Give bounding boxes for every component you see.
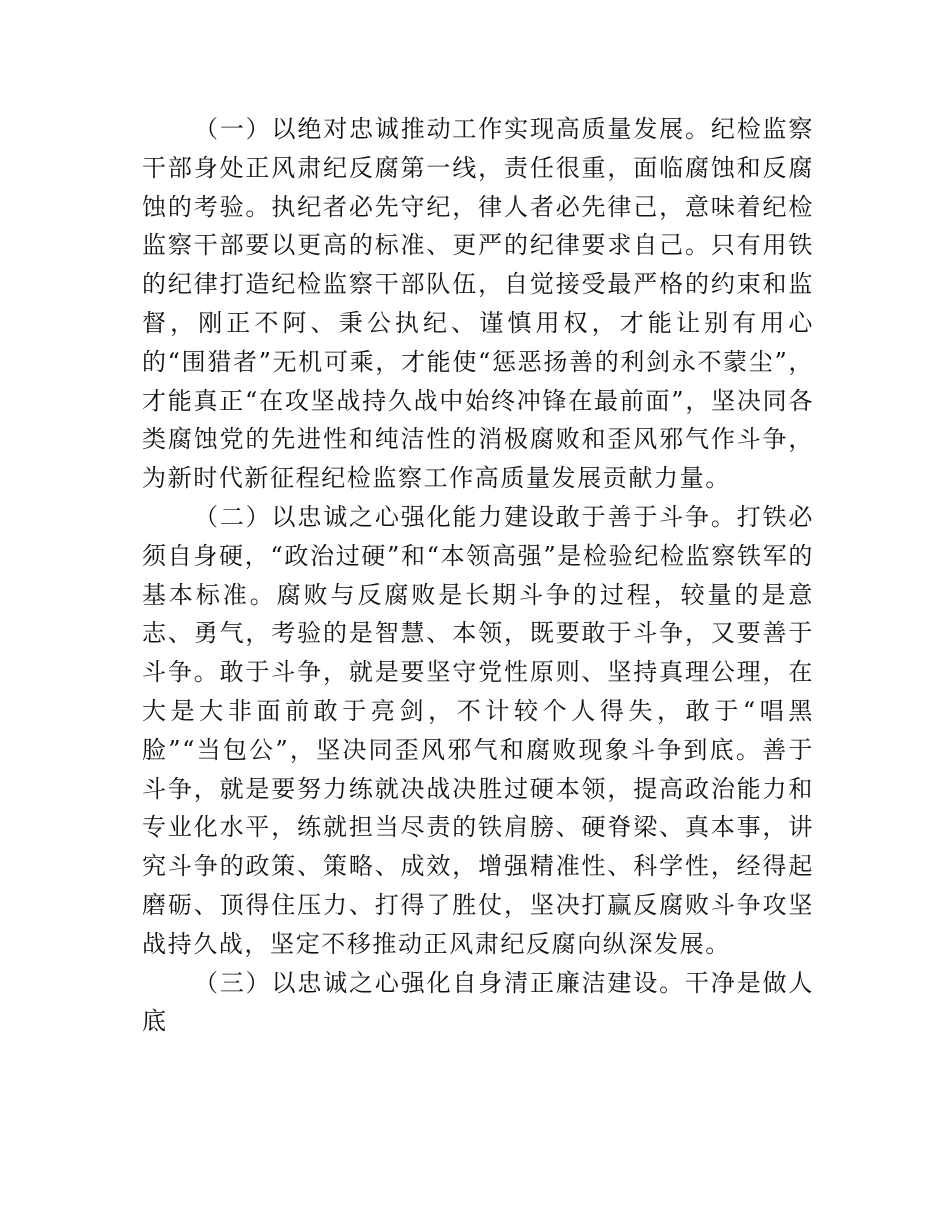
document-body <box>142 110 814 1041</box>
paragraph-3: （三）以忠诚之心强化自身清正廉洁建设。干净是做人底 <box>142 968 814 1036</box>
paragraph-1: （一）以绝对忠诚推动工作实现高质量发展。纪检监察干部身处正风肃纪反腐第一线，责任很重，面临腐蚀和反腐蚀的考验。执纪者必先守纪，律人者必先律己，意味着纪检监察干部要以更高的标准、更严的纪律要求自己。只有用铁的纪律打造纪检监察干部队伍，自觉接受最严格的约束和监督，刚正不阿、秉公执纪、谨慎用权，才能让别有用心的“围猎者”无机可乘，才能使“惩恶扬善的利剑永不蒙尘”，才能真正“在攻坚战持久战中始终冲锋在最前面”，坚决同各类腐蚀党的先进性和纯洁性的消极腐败和歪风邪气作斗争，为新时代新征程纪检监察工作高质量发展贡献力量。 <box>142 115 814 493</box>
paragraph-2: （二）以忠诚之心强化能力建设敢于善于斗争。打铁必须自身硬，“政治过硬”和“本领高强”是检验纪检监察铁军的基本标准。腐败与反腐败是长期斗争的过程，较量的是意志、勇气，考验的是智慧、本领，既要敢于斗争，又要善于斗争。敢于斗争，就是要坚守党性原则、坚持真理公理，在大是大非面前敢于亮剑，不计较个人得失，敢于“唱黑脸”“当包公”，坚决同歪风邪气和腐败现象斗争到底。善于斗争，就是要努力练就决战决胜过硬本领，提高政治能力和专业化水平，练就担当尽责的铁肩膀、硬脊梁、真本事，讲究斗争的政策、策略、成效，增强精准性、科学性，经得起磨砺、顶得住压力、打得了胜仗，坚决打赢反腐败斗争攻坚战持久战，坚定不移推动正风肃纪反腐向纵深发展。 <box>142 502 814 958</box>
